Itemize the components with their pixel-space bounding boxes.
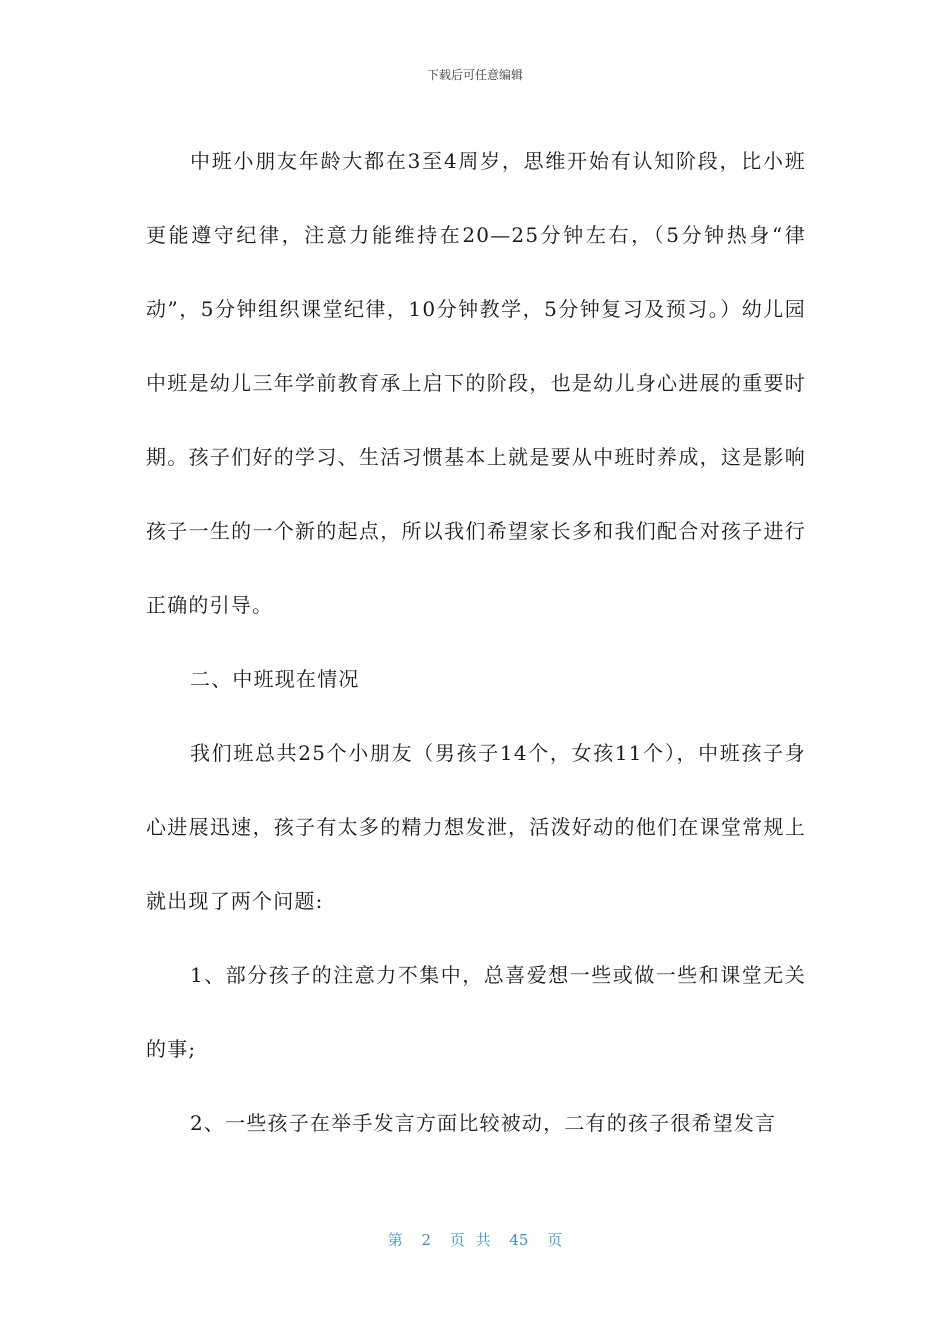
footer-total-pages: 45 [509, 1231, 529, 1249]
page-footer [0, 1229, 950, 1250]
page-header: 下载后可任意编辑 [426, 68, 523, 82]
document-body [146, 124, 806, 1160]
paragraph-intro: 中班小朋友年龄大都在3至4周岁，思维开始有认知阶段，比小班更能遵守纪律，注意力能维持在20—25分钟左右，（5分钟热身“律动”，5分钟组织课堂纪律，10分钟教学，5分钟复习及预习。）幼儿园中班是幼儿三年学前教育承上启下的阶段，也是幼儿身心进展的重要时期。孩子们好的学习、生活习惯基本上就是要从中班时养成，这是影响孩子一生的一个新的起点，所以我们希望家长多和我们配合对孩子进行正确的引导。 [146, 149, 806, 617]
list-item-2: 2、一些孩子在举手发言方面比较被动，二有的孩子很希望发言 [190, 1111, 777, 1135]
list-item-1: 1、部分孩子的注意力不集中，总喜爱想一些或做一些和课堂无关的事; [146, 963, 806, 1061]
footer-suffix: 页 [547, 1231, 563, 1249]
footer-middle: 页 共 [449, 1231, 491, 1249]
paragraph-class-status: 我们班总共25个小朋友（男孩子14个，女孩11个），中班孩子身心进展迅速，孩子有太多的精力想发泄，活泼好动的他们在课堂常规上就出现了两个问题: [146, 741, 806, 913]
footer-page-number: 2 [421, 1231, 432, 1249]
section-heading: 二、中班现在情况 [190, 667, 360, 691]
footer-prefix: 第 [387, 1231, 403, 1249]
